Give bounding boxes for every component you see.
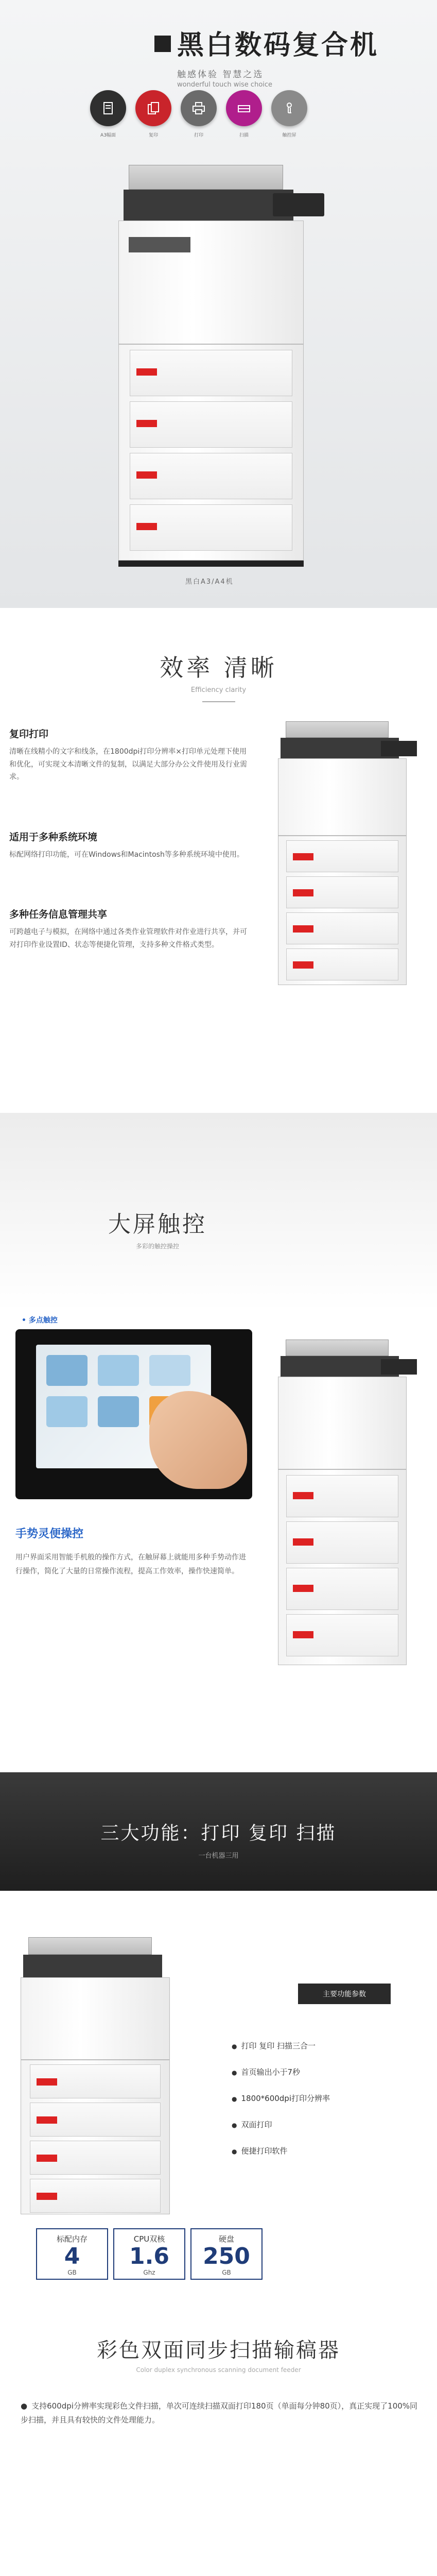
multi-touch-tag: • 多点触控 — [22, 1316, 58, 1325]
efficiency-block-text: 清晰在线精小的文字和线条，在1800dpi打印分辨率×打印单元处理下使用和优化，可实现文本清晰文件的复制，以满足大部分办公文件使用及行业需求。 — [9, 748, 247, 781]
efficiency-title-en: Efficiency clarity — [190, 686, 247, 694]
spec-box-label: 标配内存 — [56, 2234, 88, 2244]
copier-illustration — [278, 1340, 422, 1669]
feature-label: 打印 — [194, 133, 203, 138]
copier-illustration — [21, 1937, 190, 2215]
feeder-diagram — [51, 2540, 340, 2576]
spec-box-memory — [36, 2228, 108, 2280]
spec-box-value: 250 — [203, 2243, 250, 2269]
feature-label-row — [90, 131, 307, 138]
copy-icon — [135, 90, 171, 126]
list-item: ● 便捷打印软件 — [232, 2145, 330, 2156]
functions-tag: 主要功能参数 — [298, 1984, 391, 2004]
spec-box-value: 4 — [64, 2243, 80, 2269]
gesture-heading: 手势灵便操控 — [15, 1528, 84, 1540]
spec-box-disk — [190, 2228, 263, 2280]
touchscreen-image — [15, 1316, 252, 1499]
list-item: ● 打印 复印 扫描三合一 — [232, 2040, 330, 2051]
spec-box-unit: GB — [222, 2269, 231, 2277]
feature-label: 触控屏 — [282, 133, 296, 138]
spec-box-unit: GB — [67, 2269, 77, 2277]
touch-section — [0, 1113, 437, 1772]
feature-label: 复印 — [148, 133, 158, 138]
efficiency-block-heading: 多种任务信息管理共享 — [9, 909, 108, 920]
list-item: ● 支持600dpi分辨率实现彩色文件扫描，单次可连续扫描双面打印180页（单面每分钟80页），真正实现了100%同步扫描，并且具有较快的文件处理能力。 — [21, 2399, 422, 2427]
scan-title-en: Color duplex synchronous scanning document feeder — [136, 2366, 301, 2374]
touch-title-en: 多彩的触控操控 — [135, 1243, 179, 1250]
copier-illustration — [118, 165, 324, 572]
hero-model-label: 黑白A3/A4机 — [185, 578, 234, 586]
scan-list — [21, 2399, 422, 2427]
scan-section — [0, 2334, 437, 2576]
spec-box-cpu — [113, 2228, 185, 2280]
print-icon — [181, 90, 217, 126]
touch-title-block — [108, 1206, 207, 1250]
touch-icon — [271, 90, 307, 126]
functions-section — [0, 1772, 437, 2303]
efficiency-block — [9, 907, 251, 951]
feature-label: 扫描 — [239, 133, 249, 138]
hero-title: 黑白数码复合机 — [154, 23, 379, 62]
hero-subtitle: 触感体验 智慧之选 — [177, 70, 264, 80]
functions-banner — [0, 1772, 437, 1891]
list-item: ● 首页输出小于7秒 — [232, 2066, 330, 2077]
efficiency-block — [9, 829, 251, 861]
list-item: ● 1800*600dpi打印分辨率 — [232, 2093, 330, 2104]
hand-graphic — [149, 1391, 247, 1489]
efficiency-title: 效率 清晰 — [160, 654, 277, 682]
touch-title: 大屏触控 — [108, 1211, 207, 1238]
efficiency-block-text: 可跨越电子与模拟，在网络中通过各类作业管理软件对作业进行共享，并可对打印作业设置ID、状态等便捷化管理，支持多种文件格式类型。 — [9, 928, 247, 949]
hero-section — [0, 0, 437, 608]
efficiency-section — [0, 608, 437, 1113]
functions-list — [232, 2040, 330, 2172]
scan-icon — [226, 90, 262, 126]
spec-box-label: 硬盘 — [218, 2234, 234, 2244]
list-item: ● 双面打印 — [232, 2119, 330, 2130]
efficiency-block-heading: 复印打印 — [9, 728, 49, 740]
hero-title-block — [154, 23, 379, 89]
efficiency-block-heading: 适用于多种系统环境 — [9, 832, 98, 843]
gesture-text: 用户界面采用智能手机般的操作方式，在触屏幕上就能用多种手势动作进行操作，简化了大量的日常操作流程，提高工作效率，操作快速简单。 — [15, 1553, 246, 1575]
spec-box-value: 1.6 — [129, 2243, 169, 2269]
efficiency-block — [9, 726, 251, 784]
feature-label: A3幅面 — [100, 133, 116, 138]
feature-icon-row — [90, 90, 307, 126]
efficiency-block-text: 标配网络打印功能，可在Windows和Macintosh等多种系统环境中使用。 — [9, 851, 244, 859]
spec-box-unit: Ghz — [143, 2269, 155, 2277]
hero-subtitle-en: wonderful touch wise choice — [177, 81, 273, 89]
paper-icon — [90, 90, 126, 126]
functions-subtitle: 一台机器三用 — [198, 1852, 239, 1860]
functions-title: 三大功能：打印 复印 扫描 — [100, 1823, 337, 1844]
scan-title: 彩色双面同步扫描输稿器 — [97, 2338, 340, 2362]
copier-illustration — [278, 721, 422, 989]
spec-box-label: CPU双核 — [133, 2234, 165, 2244]
spec-boxes — [36, 2228, 263, 2280]
title-divider — [202, 701, 235, 702]
